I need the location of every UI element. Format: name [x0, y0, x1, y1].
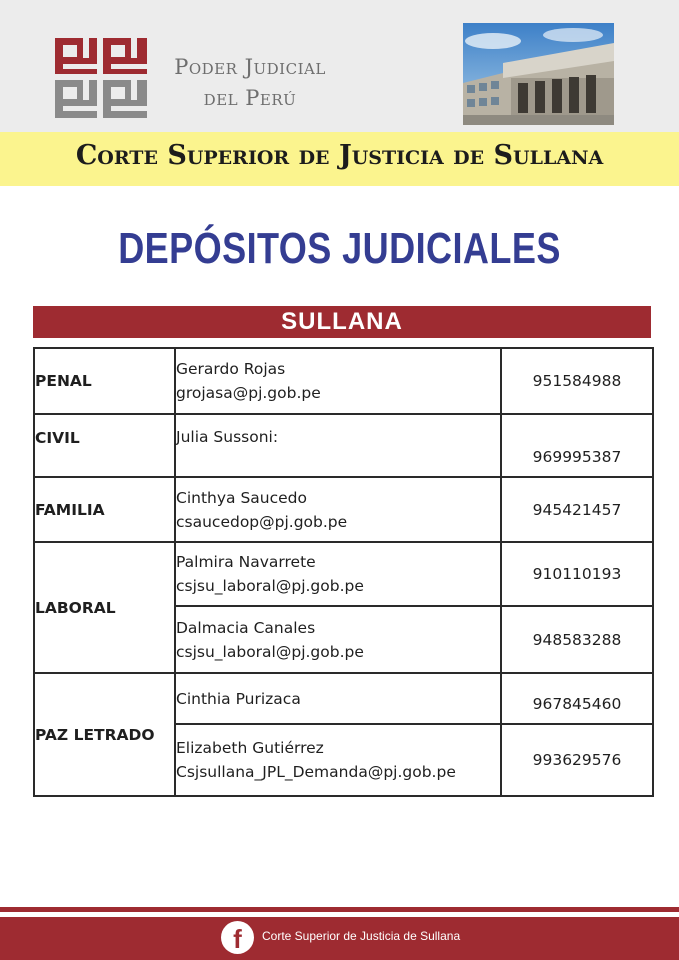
contact-email[interactable]: csjsu_laboral@pj.gob.pe: [176, 577, 364, 595]
contact-email[interactable]: csaucedop@pj.gob.pe: [176, 512, 348, 531]
contact-cell: [175, 477, 501, 542]
area-cell: CIVIL: [34, 414, 175, 477]
contact-name: Cinthia Purizaca: [176, 689, 301, 708]
section-header: SULLANA: [33, 306, 651, 338]
table-row: [34, 414, 653, 477]
page-title: DEPÓSITOS JUDICIALES: [118, 224, 561, 273]
org-name: [160, 52, 340, 114]
courthouse-photo: [463, 23, 614, 125]
contact-cell: [175, 606, 501, 673]
area-cell: PAZ LETRADO: [34, 673, 175, 796]
contact-name: Cinthya Saucedo: [176, 488, 307, 507]
footer-facebook-label[interactable]: Corte Superior de Justicia de Sullana: [262, 929, 461, 943]
contact-email[interactable]: grojasa@pj.gob.pe: [176, 384, 321, 402]
table-row: [34, 348, 653, 414]
phone-cell[interactable]: 969995387: [501, 414, 653, 477]
contact-cell: [175, 542, 501, 606]
facebook-icon[interactable]: f: [221, 921, 254, 954]
contact-name: Palmira Navarrete: [176, 553, 316, 571]
phone-cell[interactable]: 967845460: [501, 673, 653, 724]
pj-logo-icon: [55, 38, 147, 118]
table-row: [34, 542, 653, 606]
contact-email[interactable]: csjsu_laboral@pj.gob.pe: [176, 642, 364, 661]
contact-cell: [175, 414, 501, 477]
org-name-line1: Poder Judicial: [174, 55, 326, 79]
table-row: [34, 673, 653, 724]
contact-cell: [175, 724, 501, 796]
contact-email[interactable]: Csjsullana_JPL_Demanda@pj.gob.pe: [176, 763, 456, 781]
phone-cell[interactable]: 910110193: [501, 542, 653, 606]
phone-cell[interactable]: 945421457: [501, 477, 653, 542]
phone-cell[interactable]: 948583288: [501, 606, 653, 673]
contact-name: Dalmacia Canales: [176, 618, 316, 637]
area-cell: FAMILIA: [34, 477, 175, 542]
court-title: Corte Superior de Justicia de Sullana: [75, 140, 604, 171]
phone-cell[interactable]: 993629576: [501, 724, 653, 796]
contact-name: Gerardo Rojas: [176, 360, 286, 378]
contact-name: Julia Sussoni:: [176, 428, 279, 446]
contacts-table: [33, 347, 654, 797]
area-cell: LABORAL: [34, 542, 175, 673]
area-cell: PENAL: [34, 348, 175, 414]
phone-cell[interactable]: 951584988: [501, 348, 653, 414]
contact-cell: [175, 673, 501, 724]
footer-divider: [0, 907, 679, 912]
org-name-line2: del Perú: [203, 86, 297, 110]
contact-cell: [175, 348, 501, 414]
contact-name: Elizabeth Gutiérrez: [176, 739, 324, 757]
table-row: [34, 477, 653, 542]
